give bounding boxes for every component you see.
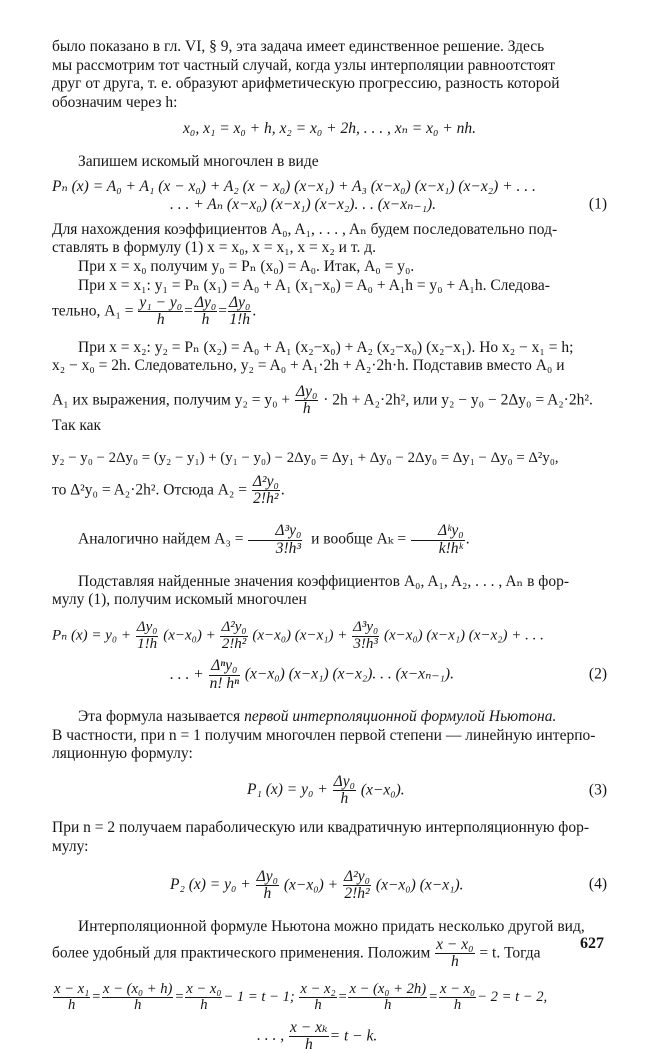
frac-eq2-3: $\frac{\text{Δ³y₀}}{\text{3!h³}}$ xyxy=(353,618,379,652)
intro-line-1: было показано в гл. VI, § 9, эта задача имеет единственное решение. Здесь xyxy=(52,38,545,55)
frac-eq2-4: $\frac{\text{Δⁿy₀}}{\text{n! hⁿ}}$ xyxy=(209,657,240,692)
eq1-number: (1) xyxy=(588,196,607,214)
intro-line-2: мы рассмотрим тот частный случай, когда узлы интерполяции равноотстоят xyxy=(52,56,555,74)
x2-line-5: y₂ − y₀ − 2Δy₀ = (y₂ − y₁) + (y₁ − y₀) − 2Δy₀ = Δy₁ + Δy₀ − 2Δy₀ = Δy₁ − Δy₀ = Δ²y₀, xyxy=(52,449,559,466)
frac-a1-1: $\frac{\text{y₁ − y₀}}{h}$ xyxy=(139,294,183,329)
frac-eq2-2: $\frac{\text{Δ²y₀}}{\text{2!h²}}$ xyxy=(221,618,247,652)
eq3-number: (3) xyxy=(588,781,607,799)
other-line-1: Интерполяционной формуле Ньютона можно придать несколько другой вид, xyxy=(78,918,585,936)
frac-a1-2: $\frac{\text{Δy₀}}{h}$ xyxy=(194,294,217,329)
frac-s4: $\frac{\text{x − x₂}}{h}$ xyxy=(300,981,336,1014)
subs-line-2: . . . , $\frac{\text{x − xₖ}}{h}$ = t − k. xyxy=(257,1018,378,1053)
coef-line-2: ставлять в формулу (1) x = x₀, x = x₁, x = x₂ и т. д. xyxy=(52,239,376,257)
equation-1 xyxy=(52,196,607,215)
coef-line-4: При x = x₁: y₁ = Pₙ (x₁) = A₀ + A₁ (x₁−x₀) = A₀ + A₁h = y₀ + A₁h. Следова- xyxy=(78,276,550,294)
intro-line-3: друг от друга, т. е. образуют арифметическую прогрессию, разность которой xyxy=(52,75,560,93)
page-content xyxy=(52,38,607,1053)
coef-line-5: тельно, A₁ = $\frac{\text{y₁ − y₀}}{h}$ = $\frac{\text{Δy₀}}{h}$ = $\frac{\text{Δy₀}}{1!h}$ . xyxy=(52,294,257,329)
subs-line-1: $\frac{\text{x − x₁}}{h}$ = $\frac{\text{x − (x₀ + h)}}{h}$ = $\frac{\text{x − x₀}}{h}$ − 1 = t − 1; $\frac{\text{x − x₂}}{h}$ = $\frac{\text{x − (x₀ + 2h)}}{h}$ = $\frac{\text{x − x₀}}{h}$ − 2 = t − 2, xyxy=(54,981,548,1014)
equation-2: . . . + $\frac{\text{Δⁿy₀}}{\text{n! hⁿ}}$ (x−x₀) (x−x₁) (x−x₂). . . (x−xₙ₋₁). (2) xyxy=(170,657,607,692)
quad-line-2: мулу: xyxy=(52,837,89,855)
equation-4: P₂ (x) = y₀ + $\frac{\text{Δy₀}}{h}$ (x−x₀) + $\frac{\text{Δ²y₀}}{\text{2!h²}}$ (x−x₀) (x−x₁). (4) xyxy=(170,867,607,902)
subst-line-1: Подставляя найденные значения коэффициентов A₀, A₁, A₂, . . . , Aₙ в фор- xyxy=(78,572,569,590)
other-line-2: более удобный для практического применения. Положим $\frac{\text{x − x₀}}{h}$ = t. Тогда xyxy=(52,935,541,970)
coef-line-3: При x = x₀ получим y₀ = Pₙ (x₀) = A₀. Итак, A₀ = y₀. xyxy=(78,257,415,275)
newton-line-3: ляционную формулу: xyxy=(52,745,193,763)
equation-3: P₁ (x) = y₀ + $\frac{\text{Δy₀}}{h}$ (x−x₀). (3) xyxy=(247,772,607,808)
nodes-formula: x₀, x₁ = x₀ + h, x₂ = x₀ + 2h, . . . , xₙ = x₀ + nh. xyxy=(183,120,476,138)
coef-line-1: Для нахождения коэффициентов A₀, A₁, . . . , Aₙ будем последовательно под- xyxy=(52,220,558,238)
frac-ak: $\frac{\text{Δᵏy₀}}{\text{k!hᵏ}}$ xyxy=(411,523,465,557)
frac-a2: $\frac{\text{Δ²y₀}}{\text{2!h²}}$ xyxy=(252,472,279,507)
frac-s3: $\frac{\text{x − x₀}}{h}$ xyxy=(186,981,222,1014)
frac-eq3: $\frac{\text{Δy₀}}{h}$ xyxy=(333,772,355,808)
frac-s2: $\frac{\text{x − (x₀ + h)}}{h}$ xyxy=(103,981,173,1014)
write-poly-text: Запишем искомый многочлен в виде xyxy=(78,152,319,170)
frac-t-def: $\frac{\text{x − x₀}}{h}$ xyxy=(436,935,474,970)
subst-line-2: мулу (1), получим искомый многочлен xyxy=(52,591,307,609)
frac-a3: $\frac{\text{Δ³y₀}}{\text{3!h³}}$ xyxy=(248,523,302,557)
x2-line-4: Так как xyxy=(52,417,102,435)
newton-line-1: Эта формула называется первой интерполяционной формулой Ньютона. xyxy=(78,708,557,725)
frac-s5: $\frac{\text{x − (x₀ + 2h)}}{h}$ xyxy=(349,981,427,1014)
eq2-number: (2) xyxy=(588,665,607,683)
x2-line-1: При x = x₂: y₂ = Pₙ (x₂) = A₀ + A₁ (x₂−x₀) + A₂ (x₂−x₀) (x₂−x₁). Но x₂ − x₁ = h; xyxy=(78,338,574,356)
frac-eq4-1: $\frac{\text{Δy₀}}{h}$ xyxy=(256,867,278,902)
x2-line-3: A₁ их выражения, получим y₂ = y₀ + $\frac{\text{Δy₀}}{h}$ · 2h + A₂·2h², или y₂ − y₀ − 2Δy₀ = A₂·2h². xyxy=(52,382,593,418)
x2-line-6: то Δ²y₀ = A₂·2h². Отсюда A₂ = $\frac{\text{Δ²y₀}}{\text{2!h²}}$ . xyxy=(52,472,285,507)
coef-a1-label: тельно, A₁ = xyxy=(52,302,134,320)
frac-s7: $\frac{\text{x − xₖ}}{h}$ xyxy=(290,1018,328,1053)
frac-s1: $\frac{\text{x − x₁}}{h}$ xyxy=(54,981,90,1014)
analog-line: Аналогично найдем A₃ = $\frac{\text{Δ³y₀}}{\text{3!h³}}$ и вообще Aₖ = $\frac{\text{Δᵏy₀}}{\text{k!hᵏ}}$ . xyxy=(78,522,470,557)
eq4-number: (4) xyxy=(588,875,607,893)
eq1-line-1: Pₙ (x) = A₀ + A₁ (x − x₀) + A₂ (x − x₀) (x−x₁) + A₃ (x−x₀) (x−x₁) (x−x₂) + . . . xyxy=(52,177,536,195)
x2-line-2: x₂ − x₀ = 2h. Следовательно, y₂ = A₀ + A₁·2h + A₂·2h·h. Подставив вместо A₀ и xyxy=(52,357,565,375)
frac-s6: $\frac{\text{x − x₀}}{h}$ xyxy=(439,981,476,1014)
frac-a1-3: $\frac{\text{Δy₀}}{1!h}$ xyxy=(228,294,251,329)
frac-eq2-1: $\frac{\text{Δy₀}}{1!h}$ xyxy=(136,618,158,652)
page-number: 627 xyxy=(580,935,604,952)
frac-x2-1: $\frac{\text{Δy₀}}{h}$ xyxy=(296,382,318,418)
quad-line-1: При n = 2 получаем параболическую или квадратичную интерполяционную фор- xyxy=(52,819,590,837)
intro-line-4: обозначим через h: xyxy=(52,93,178,111)
eq2-line-1: Pₙ (x) = y₀ + $\frac{\text{Δy₀}}{1!h}$ (x−x₀) + $\frac{\text{Δ²y₀}}{\text{2!h²}}$ (x−x₀) (x−x₁) + $\frac{\text{Δ³y₀}}{\text{3!h³}}$ (x−x₀) (x−x₁) (x−x₂) + . . . xyxy=(52,618,544,652)
newton-line-2: В частности, при n = 1 получим многочлен первой степени — линейную интерпо- xyxy=(52,726,596,744)
frac-eq4-2: $\frac{\text{Δ²y₀}}{\text{2!h²}}$ xyxy=(344,867,371,902)
eq1-line-2: . . . + Aₙ (x−x₀) (x−x₁) (x−x₂). . . (x−xₙ₋₁). xyxy=(170,196,436,214)
